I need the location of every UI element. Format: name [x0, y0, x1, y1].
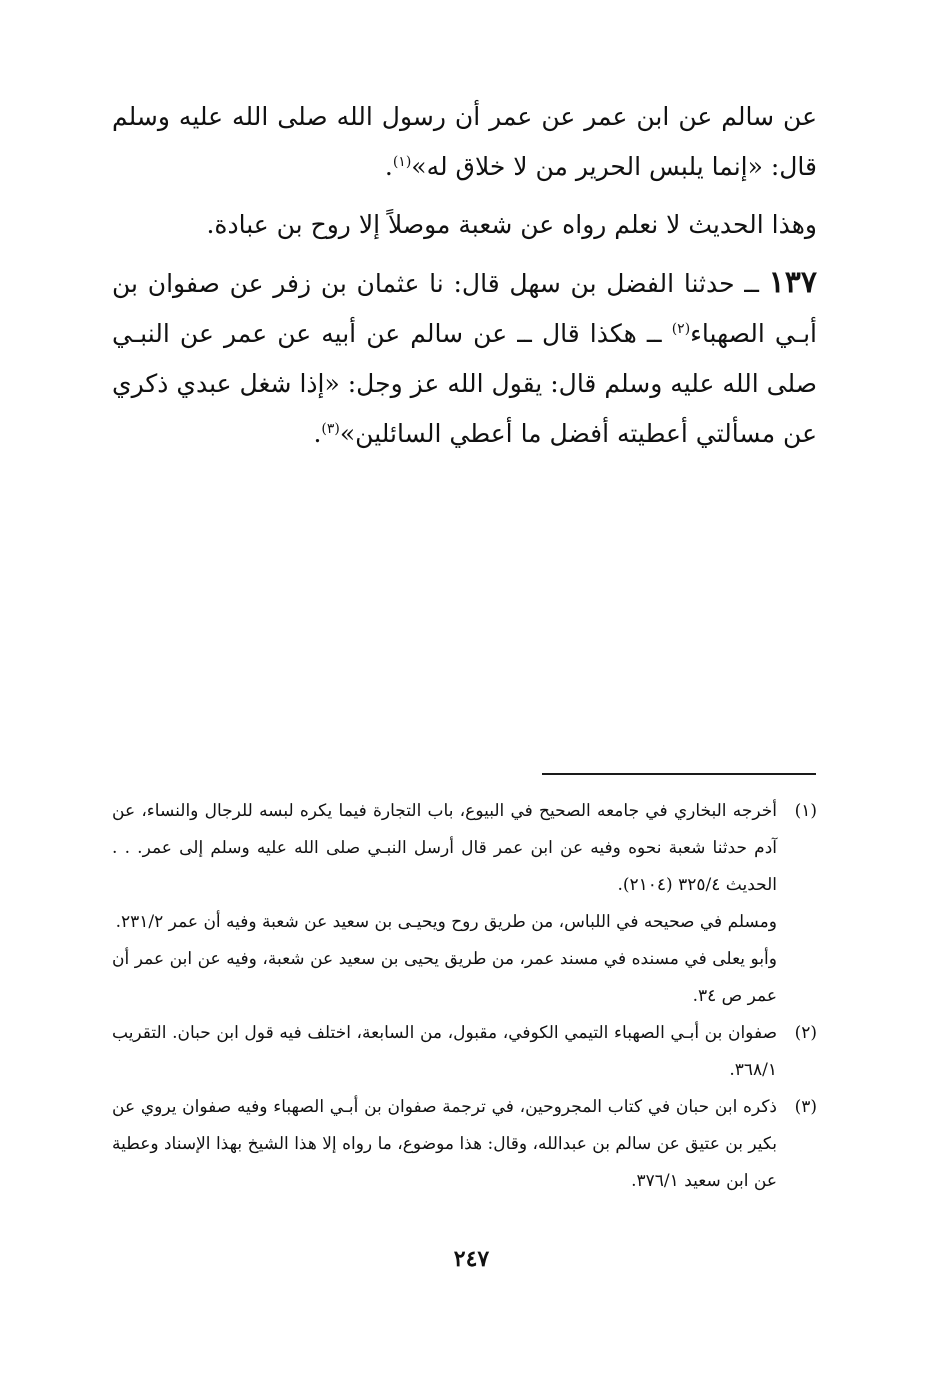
- footnote-separator: [542, 773, 816, 775]
- paragraph-comment: وهذا الحديث لا نعلم رواه عن شعبة موصلاً إلا روح بن عبادة.: [206, 210, 817, 239]
- footnotes: [112, 793, 817, 1200]
- footnote-paragraph: أخرجه البخاري في جامعه الصحيح في البيوع، باب التجارة فيما يكره لبسه للرجال والنساء، عن آدم حدثنا شعبة نحوه وفيه عن ابن عمر قال أرسل النبـي صلى الله عليه وسلم إلى عمر. . . الحديث ٣٢٥/٤ (٢١٠٤).: [112, 801, 777, 895]
- main-text: [112, 92, 817, 459]
- footnote-1: [112, 793, 817, 1015]
- footnote-paragraph: وأبو يعلى في مسنده في مسند عمر، من طريق يحيى بن سعيد عن شعبة، وفيه عن ابن عمر أن عمر ص ٣٤.: [112, 949, 777, 1006]
- footnote-ref-1[interactable]: (١): [392, 154, 412, 170]
- footnote-ref-3[interactable]: (٣): [321, 421, 340, 437]
- paragraph-text: ــ هكذا قال ــ عن سالم عن أبيه عن عمر عن النبـي صلى الله عليه وسلم قال: يقول الله عز وجل: «إذا شغل عبدي ذكري عن مسألتي أعطيته أفضل ما أعطي السائلين»: [112, 319, 817, 448]
- footnote-body: [112, 1015, 777, 1089]
- footnote-ref-2[interactable]: (٢): [671, 321, 691, 337]
- footnote-2: [112, 1015, 817, 1089]
- footnote-paragraph: ومسلم في صحيحه في اللباس، من طريق روح ويحيـى بن سعيد عن شعبة وفيه أن عمر ٢٣١/٢.: [115, 912, 777, 932]
- paragraph-text: ــ حدثنا الفضل بن سهل قال: نا عثمان بن زفر عن صفوان بن أبـي الصهباء: [112, 269, 818, 348]
- paragraph-end: .: [313, 419, 322, 448]
- hadith-number: ١٣٧: [768, 265, 817, 300]
- footnote-3: [112, 1089, 817, 1200]
- footnote-paragraph: صفوان بن أبـي الصهباء التيمي الكوفي، مقبول، من السابعة، اختلف فيه قول ابن حبان. التقريب ٣٦٨/١.: [112, 1023, 777, 1080]
- paragraph-end: .: [384, 152, 393, 181]
- paragraph-hadith-137: [112, 258, 817, 459]
- footnote-body: [112, 793, 777, 1015]
- page-number: ٢٤٧: [453, 1246, 490, 1272]
- paragraph-hadith-silk: [112, 92, 817, 192]
- footnote-number: (٣): [794, 1097, 817, 1117]
- footnote-body: [112, 1089, 777, 1200]
- footnote-paragraph: ذكره ابن حبان في كتاب المجروحين، في ترجمة صفوان بن أبـي الصهباء وفيه صفوان يروي عن بكير بن عتيق عن سالم بن عبدالله، وقال: هذا موضوع، ما رواه إلا هذا الشيخ بهذا الإسناد وعطية عن ابن سعيد ٣٧٦/١.: [112, 1097, 777, 1191]
- footnote-number: (٢): [794, 1023, 817, 1043]
- footnote-number: (١): [794, 801, 817, 821]
- paragraph-text: عن سالم عن ابن عمر عن عمر أن رسول الله صلى الله عليه وسلم قال: «إنما يلبس الحرير من لا خلاق له»: [112, 102, 817, 181]
